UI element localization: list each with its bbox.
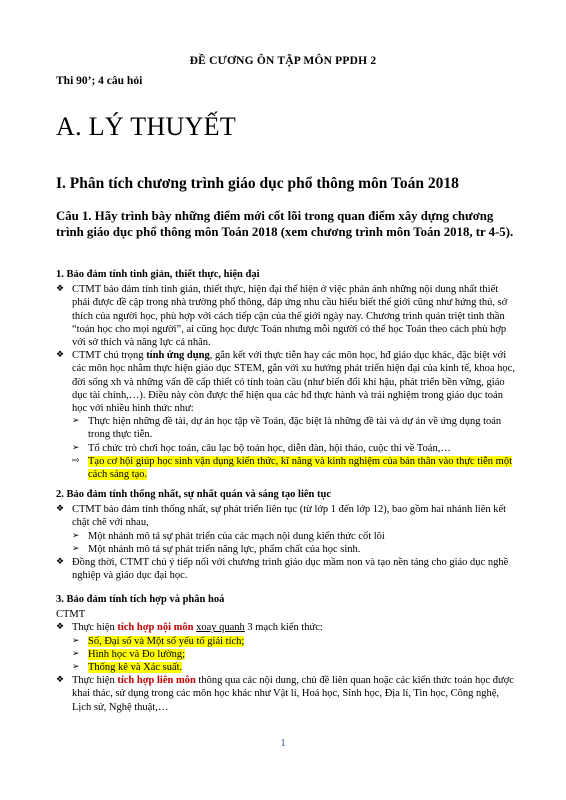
paragraph-start: Thực hiện	[72, 622, 118, 634]
emphasis: tính ứng dụng	[146, 350, 210, 362]
document-title: ĐỀ CƯƠNG ÔN TẬP MÔN PPDH 2	[189, 55, 377, 67]
highlighted-text: Thống kê và Xác suất.	[88, 662, 183, 674]
arrow-bullet-icon: ➢	[72, 442, 80, 453]
list-item	[56, 503, 518, 529]
sub-list-item	[56, 442, 518, 455]
paragraph-start: Thực hiện	[72, 675, 118, 687]
list-item	[56, 621, 518, 634]
sub-list-item	[56, 530, 518, 543]
section-3	[56, 593, 518, 714]
highlighted-text: Số, Đại số và Một số yếu tố giải tích;	[88, 635, 245, 647]
highlighted-text: Tạo cơ hội giúp học sinh vận dụng kiến thức, kĩ năng và kinh nghiệm của bản thân vào thực tiễn một cách sáng tạo.	[88, 455, 513, 481]
arrow-bullet-icon: ➢	[72, 662, 80, 673]
arrow-bullet-icon: ➢	[72, 530, 80, 541]
diamond-bullet-icon: ❖	[56, 350, 65, 361]
sub-list-item	[56, 648, 518, 661]
question-1: Câu 1. Hãy trình bày những điểm mới cốt lõi trong quan điểm xây dựng chương trình giáo dục phổ thông môn Toán 2018 (xem chương trình môn Toán 2018, tr 4-5).	[56, 209, 514, 239]
paragraph-start: CTMT chú trọng	[72, 350, 147, 362]
section-2	[56, 488, 518, 582]
sub-list-item	[56, 415, 518, 441]
exam-info: Thi 90’; 4 câu hỏi	[56, 75, 143, 87]
arrow-bullet-icon: ➢	[72, 635, 80, 646]
heading-a: A. LÝ THUYẾT	[56, 112, 237, 141]
paragraph: Đồng thời, CTMT chú ý tiếp nối với chương trình giáo dục mầm non và tạo nền tảng cho giáo dục nghề nghiệp và giáo dục đại học.	[72, 557, 509, 582]
sub-list-item	[56, 635, 518, 648]
emphasis-red: tích hợp nội môn	[117, 622, 194, 634]
heading-i: I. Phân tích chương trình giáo dục phổ thông môn Toán 2018	[56, 175, 459, 192]
diamond-bullet-icon: ❖	[56, 557, 65, 568]
underlined-text: xoay quanh	[196, 622, 245, 634]
sub-text: Thực hiện những đề tài, dự án học tập về Toán, đặc biệt là những đề tài và dự án về ứng dụng toán trong thực tiễn.	[88, 416, 502, 441]
diamond-bullet-icon: ❖	[56, 675, 65, 686]
sub-text: Một nhánh mô tả sự phát triển năng lực, phẩm chất của học sinh.	[88, 543, 361, 555]
sub-text: Một nhánh mô tả sự phát triển của các mạch nội dung kiến thức cốt lõi	[88, 530, 385, 542]
list-item	[56, 674, 518, 714]
highlighted-text: Hình học và Đo lường;	[88, 648, 185, 660]
section-2-heading: 2. Bảo đảm tính thống nhất, sự nhất quán và sáng tạo liên tục	[56, 489, 331, 500]
sub-list-item	[56, 455, 518, 481]
sub-list-item	[56, 543, 518, 556]
diamond-bullet-icon: ❖	[56, 284, 65, 295]
section-3-label: CTMT	[56, 609, 86, 621]
emphasis-red: tích hợp liên môn	[117, 675, 196, 687]
paragraph-rest: thông qua các nội dung, chủ đề liên quan hoặc các kiến thức toán học được khai thác, sử dụng trong các môn học khác như Vật lí, Hoá học, Sinh học, Địa lí, Tin học, Công nghệ, Lịch sử, Nghệ thuật,…	[72, 675, 514, 713]
list-item	[56, 556, 518, 582]
diamond-bullet-icon: ❖	[56, 622, 65, 633]
section-3-heading: 3. Bảo đảm tính tích hợp và phân hoá	[56, 594, 225, 605]
page-number: 1	[280, 738, 286, 749]
section-1	[56, 268, 518, 481]
sub-text: Tổ chức trò chơi học toán, câu lạc bộ toán học, diễn đàn, hội thảo, cuộc thi về Toán,…	[88, 442, 451, 454]
sub-list-item	[56, 661, 518, 674]
diamond-bullet-icon: ❖	[56, 504, 65, 515]
arrow-bullet-icon: ➢	[72, 648, 80, 659]
arrow-bullet-icon: ➢	[72, 543, 80, 554]
paragraph: CTMT bảo đảm tính thống nhất, sự phát triển liên tục (từ lớp 1 đến lớp 12), bao gồm hai nhánh liên kết chặt chẽ với nhau,	[72, 504, 507, 529]
section-1-heading: 1. Bảo đảm tính tinh giản, thiết thực, hiện đại	[56, 269, 260, 280]
arrow-bullet-icon: ➢	[72, 416, 80, 427]
list-item	[56, 349, 518, 415]
paragraph-rest: , gắn kết với thực tiễn hay các môn học, hđ giáo dục khác, đặc biệt với các môn học nhằm thực hiện giáo dục STEM, gắn với xu hướng phát triển hiện đại của kinh tế, khoa học, đời sống xh và những vấn đề cấp thiết có tính toàn cầu (như biến đổi khí hậu, phát triển bền vững, giáo dục tài chính,…). Điều này còn được thể hiện qua các hđ thực hành và trải nghiệm trong giáo dục toán học với nhiều hình thức như:	[72, 350, 515, 415]
paragraph: CTMT bảo đảm tính tinh giản, thiết thực, hiện đại thể hiện ở việc phản ánh những nội dung nhất thiết phải được đề cập trong nhà trường phổ thông, đáp ứng nhu cầu hiểu biết thế giới cũng như hứng thú, sở thích của người học, phù hợp với cách tiếp cận của thế giới ngày nay. Chương trình quán triệt tinh thần “toán học cho mọi người”, ai cũng học được Toán nhưng mỗi người có thể học Toán theo cách phù hợp với sở thích và năng lực cá nhân.	[72, 284, 508, 349]
hollow-arrow-bullet-icon: ⇨	[72, 455, 80, 466]
list-item	[56, 283, 518, 349]
paragraph-rest: 3 mạch kiến thức:	[244, 622, 323, 634]
